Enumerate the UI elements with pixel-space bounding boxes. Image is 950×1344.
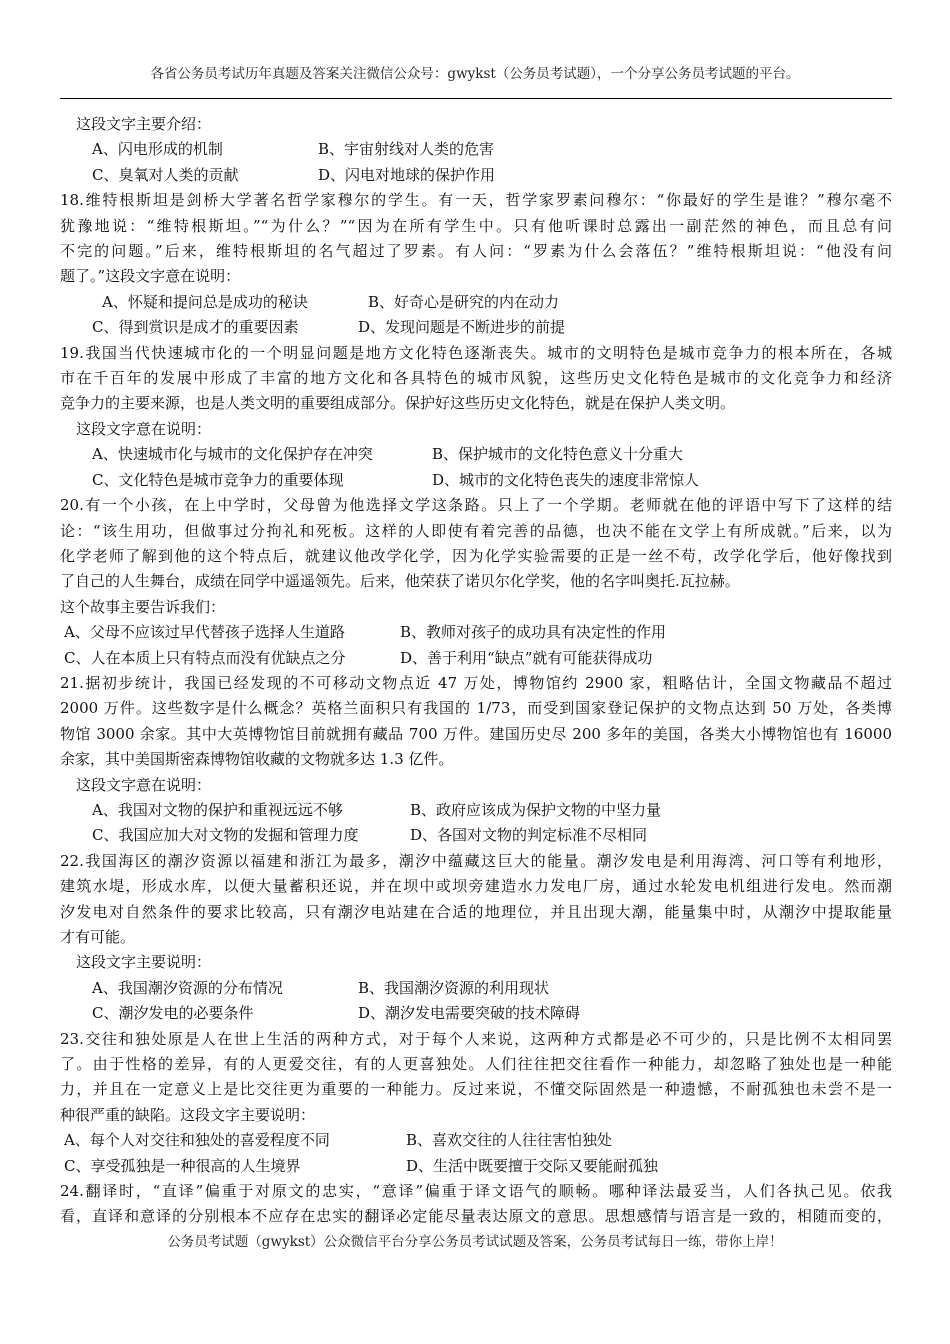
document-body bbox=[60, 112, 892, 1230]
q18-option-c: C、得到赏识是成才的重要因素 bbox=[92, 318, 299, 337]
q19-line-1: 19.我国当代快速城市化的一个明显问题是地方文化特色逐渐丧失。城市的文明特色是城市竞争力的根本所在，各城 bbox=[60, 343, 892, 362]
q23-option-c: C、享受孤独是一种很高的人生境界 bbox=[64, 1156, 301, 1175]
q21-prompt: 这段文字意在说明： bbox=[76, 775, 212, 794]
q18-line-4: 题了。”这段文字意在说明： bbox=[60, 267, 241, 286]
q18-options-row-1 bbox=[60, 290, 892, 315]
q21-line-2: 2000 万件。这些数字是什么概念？英格兰面积只有我国的 1/73，而受到国家登记保护的文物点达到 50 万处，各类博 bbox=[60, 699, 892, 718]
q21-option-a: A、我国对文物的保护和重视远远不够 bbox=[92, 800, 343, 819]
q19-option-b: B、保护城市的文化特色意义十分重大 bbox=[432, 445, 684, 464]
q19-line-2: 市在千百年的发展中形成了丰富的地方文化和各具特色的城市风貌，这些历史文化特色是城市的文化竞争力和经济 bbox=[60, 369, 892, 388]
q21-option-d: D、各国对文物的判定标准不尽相同 bbox=[410, 826, 648, 845]
q24-line-1: 24.翻译时，“直译”偏重于对原文的忠实，“意译”偏重于译文语气的顺畅。哪种译法最妥当，人们各执己见。依我 bbox=[60, 1182, 892, 1201]
q21-options-row-2 bbox=[60, 823, 892, 848]
q22-options-row-2 bbox=[60, 1001, 892, 1026]
q23-option-b: B、喜欢交往的人往往害怕独处 bbox=[406, 1131, 613, 1150]
q17-options-row-1 bbox=[60, 137, 892, 162]
q21-line-3: 物馆 3000 余家。其中大英博物馆目前就拥有藏品 700 万件。建国历史尽 200 多年的美国，各类大小博物馆也有 16000 bbox=[60, 724, 892, 743]
q22-prompt: 这段文字主要说明： bbox=[76, 953, 212, 972]
q21-line-1: 21.据初步统计，我国已经发现的不可移动文物点近 47 万处，博物馆约 2900 家，粗略估计，全国文物藏品不超过 bbox=[60, 673, 892, 692]
q19-option-c: C、文化特色是城市竞争力的重要体现 bbox=[92, 470, 344, 489]
q18-options-row-2 bbox=[60, 315, 892, 340]
q19-options-row-2 bbox=[60, 468, 892, 493]
q20-options-row-1 bbox=[60, 620, 892, 645]
q20-line-2: 论：“该生用功，但做事过分拘礼和死板。这样的人即使有着完善的品德，也决不能在文学上有所成就。”后来，以为 bbox=[60, 521, 892, 540]
q22-line-1: 22.我国海区的潮汐资源以福建和浙江为最多，潮汐中蕴藏这巨大的能量。潮汐发电是利用海湾、河口等有利地形， bbox=[60, 851, 892, 870]
q20-line-4: 了自己的人生舞台，成绩在同学中遥遥领先。后来，他荣获了诺贝尔化学奖，他的名字叫奥托.瓦拉赫。 bbox=[60, 572, 740, 591]
q23-option-d: D、生活中既要擅于交际又要能耐孤独 bbox=[406, 1156, 659, 1175]
q22-option-a: A、我国潮汐资源的分布情况 bbox=[92, 978, 283, 997]
page-footer: 公务员考试题（gwykst）公众微信平台分享公务员考试试题及答案，公务员考试每日一练，带你上岸！ bbox=[167, 1234, 783, 1250]
q17-option-b: B、宇宙射线对人类的危害 bbox=[318, 140, 495, 159]
q21-line-4: 余家，其中美国斯密森博物馆收藏的文物就多达 1.3 亿件。 bbox=[60, 750, 454, 769]
q18-line-1: 18.维特根斯坦是剑桥大学著名哲学家穆尔的学生。有一天，哲学家罗素问穆尔：“你最好的学生是谁？”穆尔毫不 bbox=[60, 191, 892, 210]
q23-options-row-2 bbox=[60, 1154, 892, 1179]
q19-option-a: A、快速城市化与城市的文化保护存在冲突 bbox=[92, 445, 373, 464]
q19-line-3: 竞争力的主要来源，也是人类文明的重要组成部分。保护好这些历史文化特色，就是在保护人类文明。 bbox=[60, 394, 736, 413]
q20-prompt: 这个故事主要告诉我们： bbox=[60, 597, 226, 616]
q22-option-b: B、我国潮汐资源的利用现状 bbox=[358, 978, 550, 997]
q18-option-a: A、怀疑和提问总是成功的秘诀 bbox=[102, 292, 308, 311]
q20-line-3: 化学老师了解到他的这个特点后，就建议他改学化学，因为化学实验需要的正是一丝不苟，改学化学后，他好像找到 bbox=[60, 546, 892, 565]
q21-options-row-1 bbox=[60, 798, 892, 823]
q20-options-row-2 bbox=[60, 646, 892, 671]
q23-line-3: 力，并且在一定意义上是比交往更为重要的一种能力。反过来说，不懂交际固然是一种遗憾，不耐孤独也未尝不是一 bbox=[60, 1080, 892, 1099]
q22-line-3: 汐发电对自然条件的要求比较高，只有潮汐电站建在合适的地理位，并且出现大潮，能量集中时，从潮汐中提取能量 bbox=[60, 902, 892, 921]
q17-options-row-2 bbox=[60, 163, 892, 188]
q20-option-a: A、父母不应该过早代替孩子选择人生道路 bbox=[64, 623, 345, 642]
q23-line-4: 种很严重的缺陷。这段文字主要说明： bbox=[60, 1105, 316, 1124]
q18-option-d: D、发现问题是不断进步的前提 bbox=[358, 318, 566, 337]
q20-line-1: 20.有一个小孩，在上中学时，父母曾为他选择文学这条路。只上了一个学期。老师就在他的评语中写下了这样的结 bbox=[60, 496, 892, 515]
q17-prompt: 这段文字主要介绍： bbox=[76, 115, 212, 133]
q22-options-row-1 bbox=[60, 976, 892, 1001]
q20-option-d: D、善于利用“缺点”就有可能获得成功 bbox=[400, 648, 653, 667]
q23-option-a: A、每个人对交往和独处的喜爱程度不同 bbox=[64, 1131, 330, 1150]
q18-option-b: B、好奇心是研究的内在动力 bbox=[368, 292, 560, 311]
q23-line-1: 23.交往和独处原是人在世上生活的两种方式，对于每个人来说，这两种方式都是必不可少的，只是比例不太相同罢 bbox=[60, 1029, 892, 1048]
q21-option-c: C、我国应加大对文物的发掘和管理力度 bbox=[92, 826, 359, 845]
q22-option-d: D、潮汐发电需要突破的技术障碍 bbox=[358, 1004, 581, 1023]
q17-option-d: D、闪电对地球的保护作用 bbox=[318, 165, 496, 184]
q18-line-3: 不完的问题。”后来，维特根斯坦的名气超过了罗素。有人问：“罗素为什么会落伍？”维特根斯坦说：“他没有问 bbox=[60, 242, 892, 261]
q23-line-2: 了。由于性格的差异，有的人更爱交往，有的人更喜独处。人们往往把交往看作一种能力，却忽略了独处也是一种能 bbox=[60, 1055, 892, 1074]
q22-line-4: 才有可能。 bbox=[60, 928, 136, 946]
q23-options-row-1 bbox=[60, 1128, 892, 1153]
q22-option-c: C、潮汐发电的必要条件 bbox=[92, 1004, 254, 1023]
q22-line-2: 建筑水堤，形成水库，以便大量蓄积还说，并在坝中或坝旁建造水力发电厂房，通过水轮发电机组进行发电。然而潮 bbox=[60, 877, 892, 896]
q20-option-b: B、教师对孩子的成功具有决定性的作用 bbox=[400, 623, 667, 642]
q19-option-d: D、城市的文化特色丧失的速度非常惊人 bbox=[432, 470, 700, 489]
q17-option-a: A、闪电形成的机制 bbox=[92, 140, 223, 159]
q18-line-2: 犹豫地说：“维特根斯坦。”“为什么？”“因为在所有学生中。只有他听课时总露出一副茫然的神色，而且总有问 bbox=[60, 216, 892, 235]
q21-option-b: B、政府应该成为保护文物的中坚力量 bbox=[410, 800, 662, 819]
q20-option-c: C、人在本质上只有特点而没有优缺点之分 bbox=[64, 648, 346, 667]
page-header: 各省公务员考试历年真题及答案关注微信公众号：gwykst（公务员考试题），一个分享公务员考试题的平台。 bbox=[150, 66, 800, 82]
q19-options-row-1 bbox=[60, 442, 892, 467]
q19-prompt: 这段文字意在说明： bbox=[76, 419, 212, 438]
q17-option-c: C、臭氧对人类的贡献 bbox=[92, 165, 239, 184]
q24-line-2: 看，直译和意译的分别根本不应存在忠实的翻译必定能尽量表达原文的意思。思想感情与语言是一致的，相随而变的， bbox=[60, 1207, 892, 1226]
header-divider bbox=[60, 98, 892, 99]
